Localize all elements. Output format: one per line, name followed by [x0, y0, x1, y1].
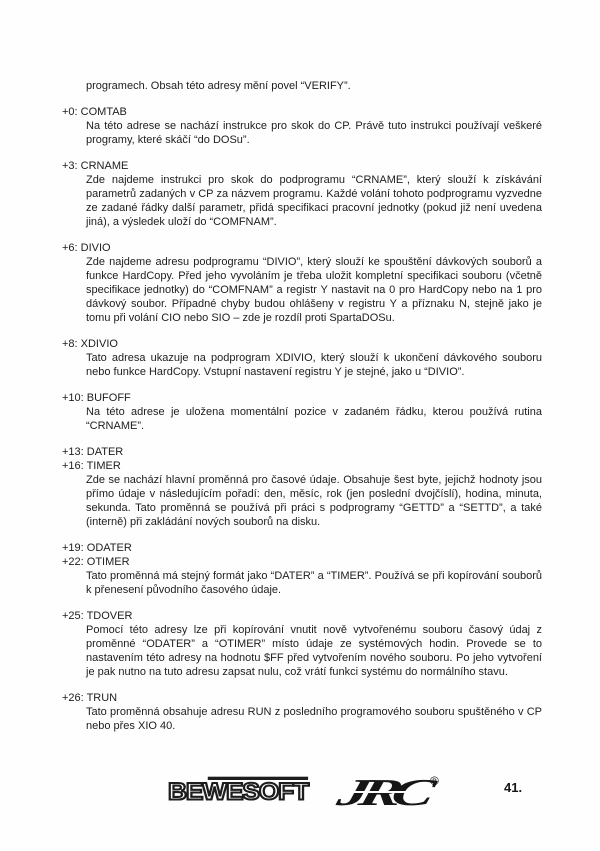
page-number: 41. — [504, 780, 523, 795]
section-body-text: Na této adrese se nachází instrukce pro skok do CP. Právě tuto instrukci používají veškeré programy, které skáčí “do DOSu”. — [86, 120, 542, 146]
document-section — [62, 391, 542, 433]
section-body-text: Tato adresa ukazuje na podprogram XDIVIO, který slouží k ukončení dávkového souboru nebo funkce HardCopy. Vstupní nastavení registru Y je stejné, jako u “DIVIO”. — [86, 352, 542, 378]
intro-paragraph: programech. Obsah této adresy mění povel “VERIFY”. — [86, 80, 351, 92]
page-content — [62, 79, 542, 733]
jrc-logo-stencil-cut — [337, 791, 425, 793]
registered-trademark-icon: ® — [430, 774, 439, 788]
section-body-text: Tato proměnná obsahuje adresu RUN z posledního programového souboru spuštěného v CP nebo přes XIO 40. — [86, 706, 542, 732]
section-address-label: +0: COMTAB — [62, 106, 127, 118]
section-address-label: +22: OTIMER — [62, 556, 130, 568]
section-address-label: +8: XDIVIO — [62, 338, 118, 350]
section-address-label: +10: BUFOFF — [62, 392, 131, 404]
section-address-label: +13: DATER — [62, 446, 124, 458]
section-body-text: Zde najdeme instrukci pro skok do podprogramu “CRNAME”, který slouží k získávání parametrů zadaných v CP za názvem programu. Každé volání tohoto podprogramu vyzvedne ze zadané řádky další parametr, přidá specifikaci pracovní jednotky (pokud již není uvedena jiná), a výsledek uloží do “COMFNAM”. — [86, 174, 542, 228]
section-body-text: Tato proměnná má stejný formát jako “DATER” a “TIMER”. Používá se při kopírování souborů k přenesení původního časového údaje. — [86, 570, 542, 596]
jrc-logo-text: JRC — [333, 772, 396, 814]
document-section — [62, 541, 542, 597]
document-section — [62, 105, 542, 147]
jrc-logo-letters — [331, 773, 441, 814]
section-address-label: +6: DIVIO — [62, 242, 111, 254]
document-section — [62, 159, 542, 229]
section-address-label: +16: TIMER — [62, 460, 121, 472]
footer — [168, 771, 446, 817]
document-section — [62, 609, 542, 679]
document-section — [62, 691, 542, 733]
section-address-label: +25: TDOVER — [62, 610, 133, 622]
section-address-label: +19: ODATER — [62, 542, 132, 554]
document-section — [62, 337, 542, 379]
section-body-text: Zde najdeme adresu podprogramu “DIVIO”, který slouží ke spouštění dávkových souborů a funkce HardCopy. Před jeho vyvoláním je třeba uložit kompletní specifikaci souboru (včetně specifikace jednotky) do “COMFNAM” a registr Y nastavit na 0 pro HardCopy nebo na 1 pro dávkový soubor. Případné chyby budou ohlášeny v registru Y a příznaku N, stejně jako je tomu při volání CIO nebo SIO – zde je rozdíl proti SpartaDOSu. — [86, 256, 542, 324]
section-address-label: +26: TRUN — [62, 692, 118, 704]
jrc-logo — [328, 771, 446, 817]
section-body-text: Zde se nachází hlavní proměnná pro časové údaje. Obsahuje šest byte, jejichž hodnoty jsou přímo údaje v následujícím pořadí: den, měsíc, rok (jen poslední dvojčíslí), hodina, minuta, sekunda. Tato proměnná se používá při práci s podprogramy “GETTD” a “SETTD”, a také (interně) při zakládání nových souborů na disku. — [86, 474, 542, 528]
bewesoft-logo — [168, 771, 310, 807]
document-section — [62, 445, 542, 529]
section-body-text: Na této adrese je uložena momentální pozice v zadaném řádku, kterou používá rutina “CRNAME”. — [86, 406, 542, 432]
section-body-text: Pomocí této adresy lze při kopírování vnutit nově vytvořenému souboru časový údaj z proměnné “ODATER” a “OTIMER” místo údaje ze systémových hodin. Provede se to nastavením této adresy na hodnotu $FF před vytvořením nového souboru. Po jeho vytvoření je pak nutno na tuto adresu zapsat nulu, což vrátí funkci systému do normálního stavu. — [86, 624, 542, 678]
document-section — [62, 241, 542, 325]
sections — [62, 105, 542, 733]
bewesoft-logo-text: BEWESOFT — [168, 779, 310, 806]
section-address-label: +3: CRNAME — [62, 160, 129, 172]
